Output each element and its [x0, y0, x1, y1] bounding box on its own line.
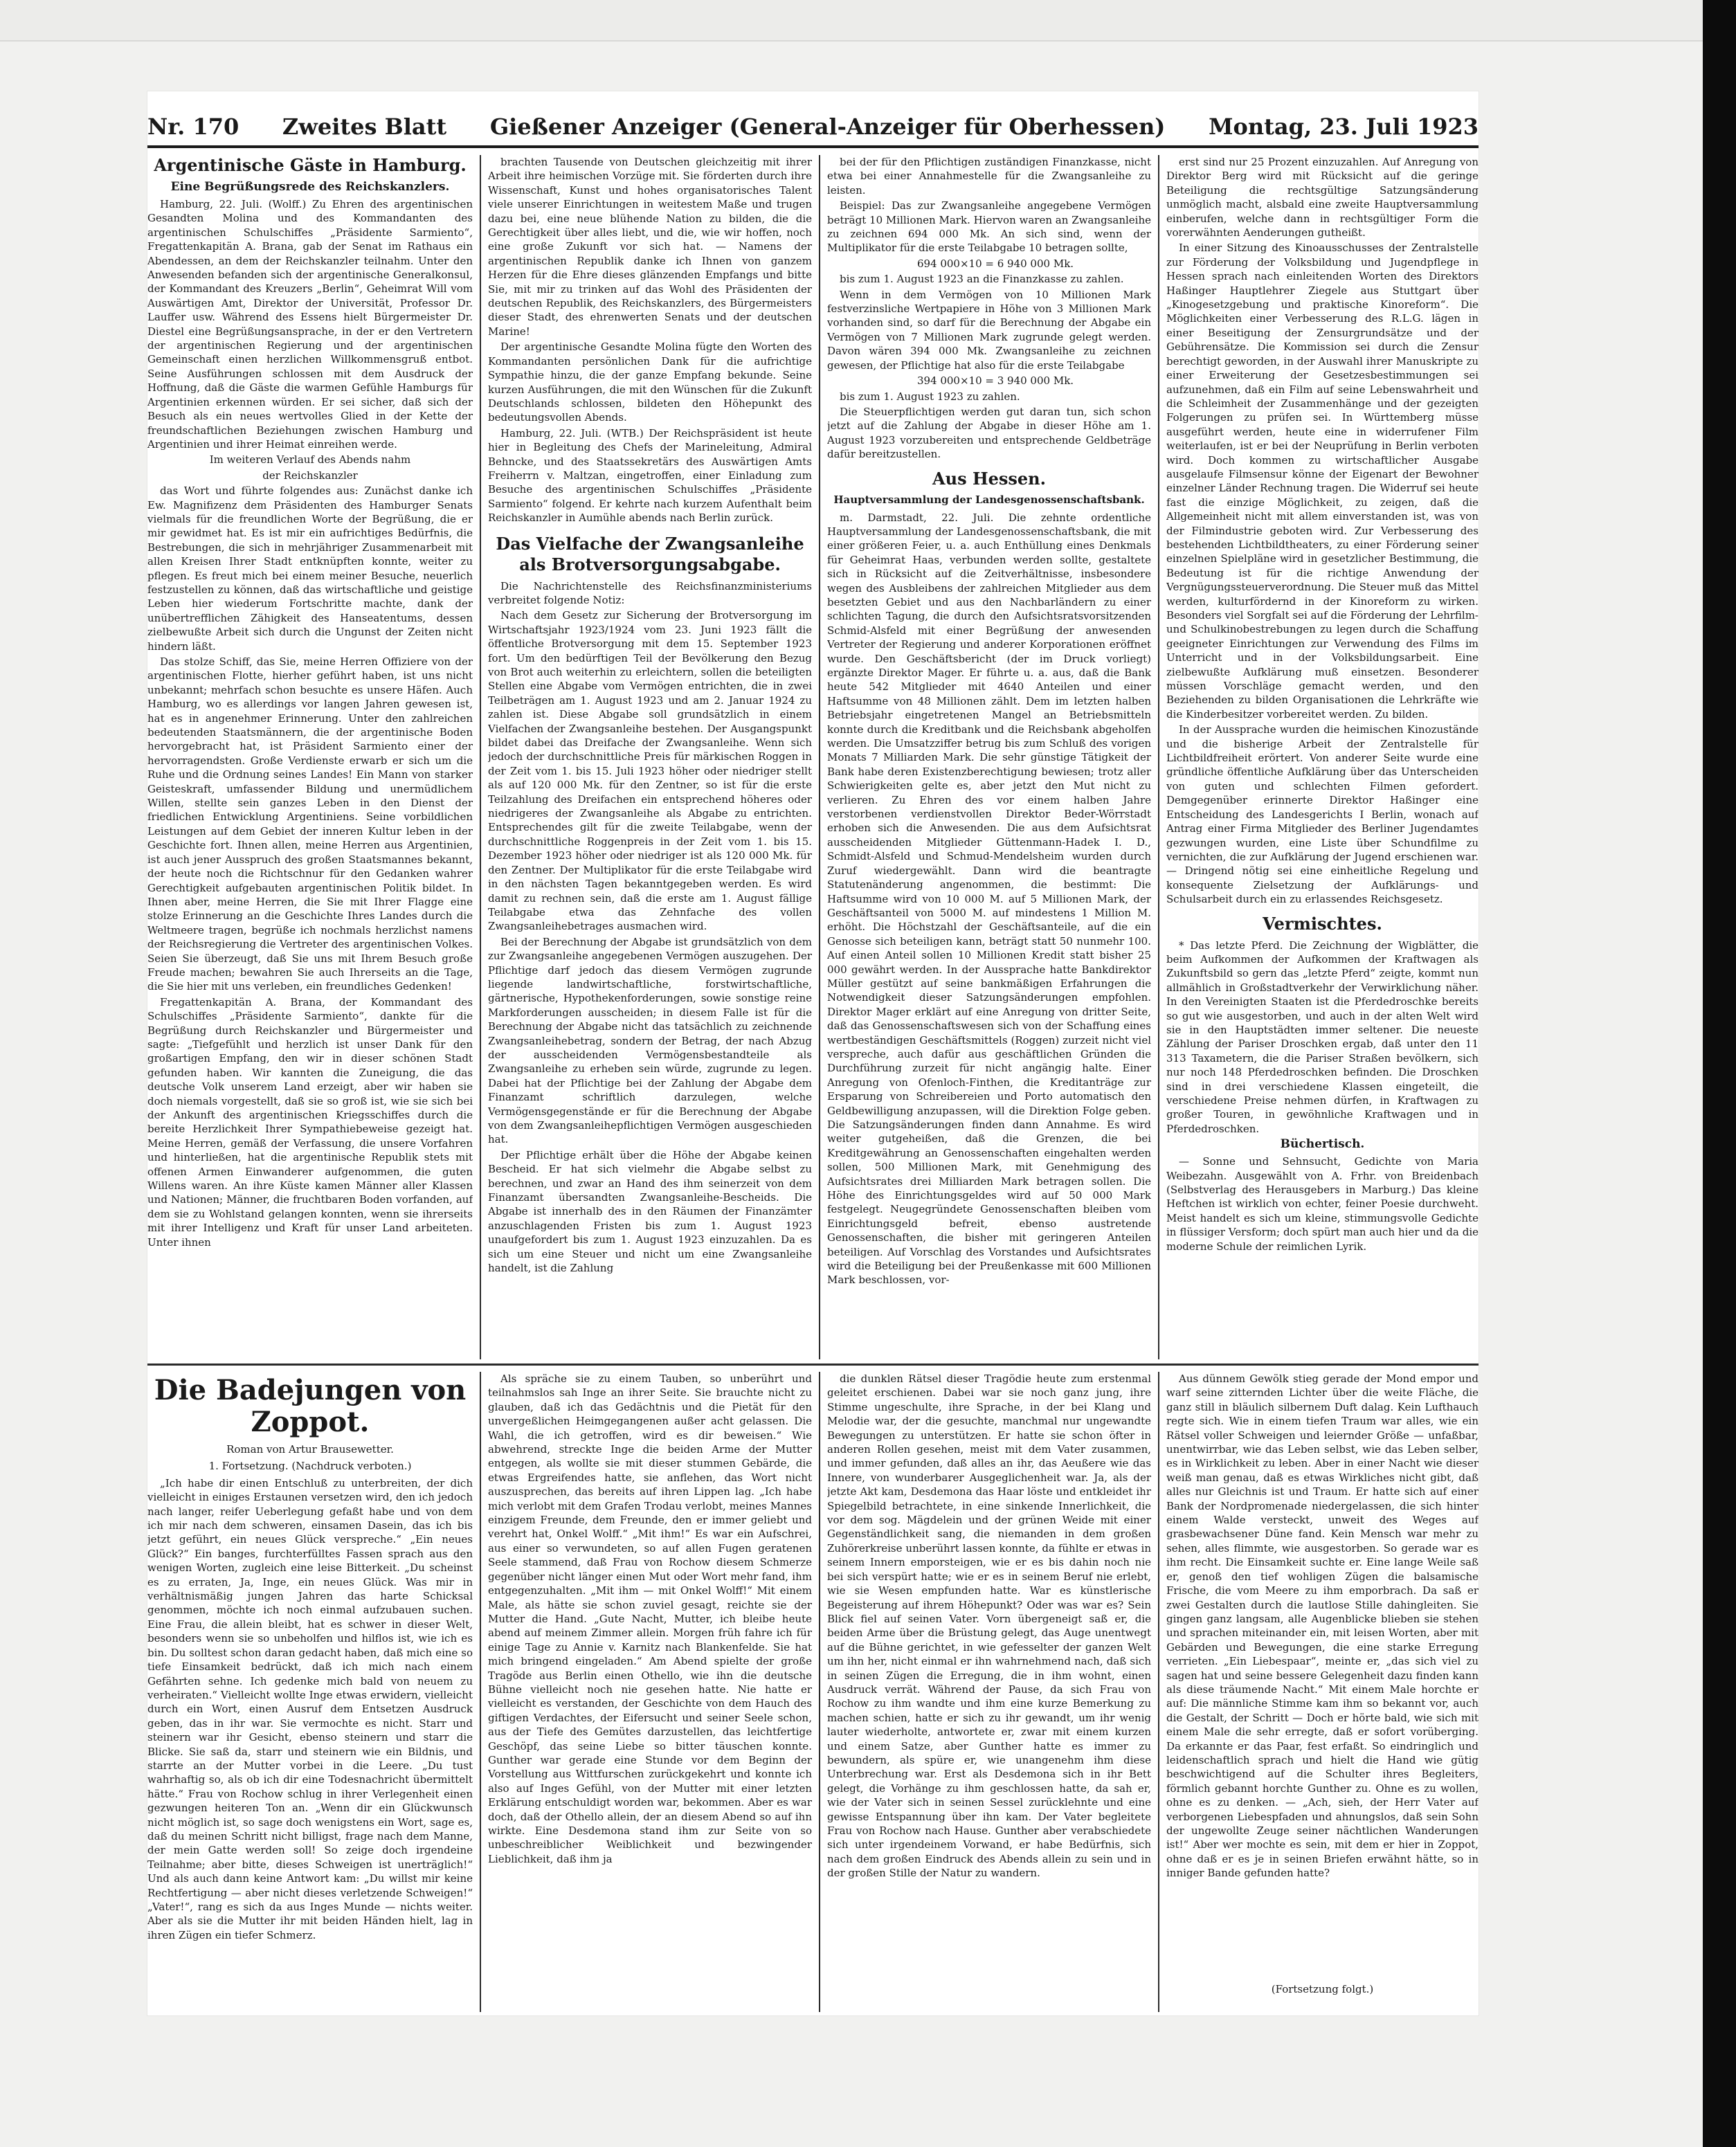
masthead-rule	[147, 145, 1479, 148]
column-divider	[819, 1372, 820, 2012]
paragraph: In einer Sitzung des Kinoausschusses der Zentralstelle zur Förderung der Volksbildung und Jugendpflege in Hessen sprach nach einleitenden Worten des Direktors Haßinger Hauptlehrer Ziegele aus Stuttgart über „Kinogesetzgebung und praktische Kinoreform“. Die Möglichkeiten einer Verbesserung des R.L.G. lägen in einer Beseitigung der Zensurgrundsätze und der Gebührensätze. Die Kommission sei durch die Zensur berechtigt geworden, in der Auswahl ihrer Manuskripte zu einer Erweiterung der Gesetzesbestimmungen sei aufzunehmen, daß ein Film auf seine Lebenswahrheit und die Schleimheit der Zusammenhänge und der gezeigten Folgerungen zu prüfen sei. In Württemberg müsse ausgeführt werden, heute eine in widerrufener Film weiterlaufen, ist er bei der Neuprüfung in Berlin verboten wird. Doch kommen zu wirtschaftlicher Ausgabe ausgelaufe Filmsensur könne der Eigenart der Bewohner einzelner Länder Rechnung tragen. Die Widerruf sei heute fast die einzige Möglichkeit, zu zeigen, daß die Allgemeinheit nicht mit allem einverstanden ist, was von der Filmindustrie geboten wird. Zur Verbesserung des bestehenden Lichtbildtheaters, zu einer Förderung seiner einzelnen Spielpläne wird in gesetzlicher Bestimmung, die Bedeutung ist für die richtige Anwendung der Vergnügungssteuerverordnung. Die Steuer muß das Mittel werden, kulturfördernd in der Kinoreform zu wirken. Besonders viel Sorgfalt sei auf die Förderung der Lehrfilm- und Schulkinobestrebungen zu legen durch die Schaffung geeigneter Einrichtungen zur Verwendung des Films im Unterricht und in der Volksbildungsarbeit. Eine zielbewußte Aufklärung muß einsetzen. Besonderer müssen Vorschläge gemacht werden, und den Beziehenden zu bilden Organisationen die Lehrkräfte wie die Kinderbesitzer vorbereitet werden. Zu bilden.	[1166, 242, 1479, 721]
formula: 694 000×10 = 6 940 000 Mk.	[916, 257, 1074, 270]
paragraph: Bei der Berechnung der Abgabe ist grundsätzlich von dem zur Zwangsanleihe angegebenen Vermögen auszugehen. Der Pflichtige darf jedoch das diesem Vermögen zugrunde liegende landwirtschaftliche, forstwirtschaftliche, gärtnerische, Hypothekenforderungen, sowie sonstige reine Markforderungen ausscheiden; in diesem Falle ist für die Berechnung der Abgabe nicht das tatsächlich zu zeichnende Zwangsanleihebetrag, sondern der Betrag, der nach Abzug der ausscheidenden Vermögensbestandteile als Zwangsanleihe zu erheben sein würde, zugrunde zu legen. Dabei hat der Pflichtige bei der Zahlung der Abgabe dem Finanzamt schriftlich darzulegen, welche Vermögensgegenstände er für die Berechnung der Abgabe von dem Zwangsanleihepflichtigen Vermögen ausgeschieden hat.	[488, 935, 812, 1146]
paragraph: bei der für den Pflichtigen zuständigen Finanzkasse, nicht etwa bei einer Annahmestelle für die Zwangsanleihe zu leisten.	[827, 156, 1151, 197]
section-title-buechertisch: Büchertisch.	[1280, 1137, 1365, 1152]
paragraph: Der Pflichtige erhält über die Höhe der Abgabe keinen Bescheid. Er hat sich vielmehr die Abgabe selbst zu berechnen, und zwar an Hand des ihm seinerzeit von dem Finanzamt übersandten Zwangsanleihe-Bescheids. Die Abgabe ist innerhalb des in den Räumen der Finanzämter anzuschlagenden Fristen bis zum 1. August 1923 unaufgefordert bis zum 1. August 1923 einzuzahlen. Da es sich um eine Steuer und nicht um eine Zwangsanleihe handelt, ist die Zahlung	[488, 1148, 812, 1275]
paragraph: Als spräche sie zu einem Tauben, so unberührt und teilnahmslos sah Inge an ihrer Seite. Sie brauchte nicht zu glauben, daß ich das Gedächtnis und die Pietät für den unvergeßlichen Heimgegangenen außer acht gelassen. Die Wahl, die ich getroffen, wird es dir beweisen.“ Wie abwehrend, streckte Inge die beiden Arme der Mutter entgegen, als wollte sie mit dieser stummen Gebärde, die etwas Ergreifendes hatte, sie anflehen, das Wort nicht auszusprechen, das bereits auf ihren Lippen lag. „Ich habe mich verlobt mit dem Grafen Trodau verlobt, meines Mannes einzigem Freunde, dem Freunde, den er immer geliebt und verehrt hat, Onkel Wolff.“ „Mit ihm!“ Es war ein Aufschrei, aus einer so verwundeten, so auf allen Fugen geratenen Seele stammend, daß Frau von Rochow diesem Schmerze gegenüber nicht länger einen Mut oder Wort mehr fand, ihm entgegenzuhalten. „Mit ihm — mit Onkel Wolff!“ Mit einem Male, als hätte sie schon zuviel gesagt, reichte sie der Mutter die Hand. „Gute Nacht, Mutter, ich bleibe heute abend auf meinem Zimmer allein. Morgen früh fahre ich für einige Tage zu Annie v. Karnitz nach Blankenfelde. Sie hat mich bringend eingeladen.“ Am Abend spielte der große Tragöde aus Berlin einen Othello, wie ihn die deutsche Bühne vielleicht noch nie gesehen hatte. Nie hatte er vielleicht es verstanden, der Geschichte von dem Hauch des giftigen Verdachtes, der Eifersucht und seiner Seele schon, aus der Tiefe des Gemütes darzustellen, das leichtfertige Geschöpf, das seine Liebe so bitter täuschen konnte. Gunther war gerade eine Stunde vor dem Beginn der Vorstellung aus Wittfurschen zurückgekehrt und konnte ich also auf Inges Gefühl, von der Mutter mit einer letzten Erklärung entschuldigt worden war, bekommen. Aber es war doch, daß der Othello allein, der an diesem Abend so auf ihn wirkte. Eine Desdemona stand ihm zur Seite von so unbeschreiblicher Weiblichkeit und bezwingender Lieblichkeit, daß ihm ja	[488, 1373, 812, 1865]
paragraph: Die Steuerpflichtigen werden gut daran tun, sich schon jetzt auf die Zahlung der Abgabe in dieser Höhe am 1. August 1923 vorzubereiten und entsprechende Geldbeträge dafür bereitzustellen.	[827, 405, 1151, 461]
paragraph: In der Aussprache wurden die heimischen Kinozustände und die bisherige Arbeit der Zentralstelle für Lichtbildfreiheit erörtert. Von anderer Seite wurde eine gründliche öffentliche Aufklärung über das Unterscheiden von guten und schlechten Filmen gefordert. Demgegenüber erinnerte Direktor Haßinger eine Entscheidung des Landesgerichts I Berlin, wonach auf Antrag einer Firma Mitglieder des Berliner Jugendamtes gezwungen wurden, eine Liste über Schundfilme zu vernichten, die zur Aufklärung der Jugend erschienen war. — Dringend nötig sei eine einheitliche Regelung und konsequente Zielsetzung der Aufklärungs- und Schulsarbeit durch ein zu erlassendes Reichsgesetz.	[1166, 723, 1479, 906]
column-divider	[1158, 155, 1159, 1359]
column-divider	[480, 155, 481, 1359]
paragraph: der Reichskanzler	[262, 469, 358, 482]
column-2	[488, 155, 812, 1359]
column-divider	[1158, 1372, 1159, 2012]
section-title-vermischtes: Vermischtes.	[1263, 913, 1382, 934]
paragraph: Der argentinische Gesandte Molina fügte den Worten des Kommandanten persönlichen Dank für die aufrichtige Sympathie hinzu, die der ganze Empfang bekunde. Seine kurzen Ausführungen, die mit den Wünschen für die Zukunft Deutschlands schlossen, bildeten den Höhepunkt des bedeutungsvollen Abends.	[488, 341, 812, 424]
paragraph: Hamburg, 22. Juli. (WTB.) Der Reichspräsident ist heute hier in Begleitung des Chefs der Marineleitung, Admiral Behncke, und des Staatssekretärs des Auswärtigen Amts Freiherrn v. Maltzan, eingetroffen, einer Einladung zum Besuche des argentinischen Schulschiffes „Präsidente Sarmiento“ folgend. Er kehrte nach kurzem Aufenthalt beim Reichskanzler in Aumühle abends nach Berlin zurück.	[488, 426, 812, 525]
serial-installment: 1. Fortsetzung. (Nachdruck verboten.)	[208, 1460, 412, 1473]
column-divider	[819, 155, 820, 1359]
serial-column-2	[488, 1372, 812, 2012]
paragraph: Nach dem Gesetz zur Sicherung der Brotversorgung im Wirtschaftsjahr 1923/1924 vom 23. Juni 1923 fällt die öffentliche Brotversorgung mit dem 15. September 1923 fort. Um den bedürftigen Teil der Bevölkerung den Bezug von Brot auch weiterhin zu erleichtern, sollen die beteiligten Stellen eine Abgabe vom Vermögen entrichten, die in zwei Teilbeträgen am 1. August 1923 und am 2. Januar 1924 zu zahlen ist. Diese Abgabe soll grundsätzlich in einem Vielfachen der Zwangsanleihe bestehen. Der Ausgangspunkt bildet dabei das Dreifache der Zwangsanleihe. Wenn sich jedoch der durchschnittliche Preis für märkischen Roggen in der Zeit vom 1. bis 15. Juli 1923 höher oder niedriger stellt als auf 120 000 Mk. für den Zentner, so ist für die erste Teilzahlung des Dreifachen ein entsprechend höheres oder niedrigeres der Zwangsanleihe als Abgabe zu entrichten. Entsprechendes gilt für die zweite Teilabgabe, wenn der durchschnittliche Roggenpreis in der Zeit vom 1. bis 15. Dezember 1923 höher oder niedriger ist als 120 000 Mk. für den Zentner. Der Multiplikator für die erste Teilabgabe wird in den nächsten Tagen bekanntgegeben werden. Es wird damit zu rechnen sein, daß die erste am 1. August fällige Teilabgabe etwa das Zehnfache des vollen Zwangsanleihebetrages ausmachen wird.	[488, 609, 812, 933]
continuation-note: (Fortsetzung folgt.)	[1271, 1983, 1374, 1995]
serial-title: Die Badejungen von Zoppot.	[154, 1374, 467, 1438]
article-title-zwangsanleihe: Das Vielfache der Zwangsanleihe als Brotversorgungsabgabe.	[496, 533, 804, 574]
paragraph: bis zum 1. August 1923 zu zahlen.	[840, 390, 1020, 403]
paragraph: Beispiel: Das zur Zwangsanleihe angegebene Vermögen beträgt 10 Millionen Mark. Hiervon waren an Zwangsanleihe zu zeichnen 694 000 Mk. An sich sind, wenn der Multiplikator für die erste Teilabgabe 10 betragen sollte,	[827, 199, 1151, 255]
scanner-edge-top	[0, 0, 1736, 42]
column-4	[1166, 155, 1479, 1359]
paragraph: Die Nachrichtenstelle des Reichsfinanzministeriums verbreitet folgende Notiz:	[488, 579, 812, 606]
paragraph: — Sonne und Sehnsucht, Gedichte von Maria Weibezahn. Ausgewählt von A. Frhr. von Breidenbach (Selbstverlag des Herausgebers in Marburg.) Das kleine Heftchen ist wirklich von echter, feiner Poesie durchweht. Meist handelt es sich um kleine, stimmungsvolle Gedichte in flüssiger Versform; doch spürt man auch hier und da die moderne Schule der reimlichen Lyrik.	[1166, 1155, 1479, 1253]
paragraph: * Das letzte Pferd. Die Zeichnung der Wigblätter, die beim Aufkommen der Aufkommen der Kraftwagen als Zukunftsbild so gern das „letzte Pferd“ zeigte, kommt nun allmählich in Großstadtverkehr der Verwirklichung näher. In den Vereinigten Staaten ist die Pferdedroschke bereits so gut wie ausgestorben, und auch in der alten Welt wird sie in den Hauptstädten immer seltener. Die neueste Zählung der Pariser Droschken ergab, daß unter den 11 313 Taxametern, die die Pariser Straßen bevölkern, sich nur noch 148 Pferdedroschken befinden. Die Droschken sind in drei verschiedene Klassen eingeteilt, die verschiedene Preise nehmen dürfen, in Kraftwagen zu großer Touren, in gewöhnliche Kraftwagen und in Pferdedroschken.	[1166, 939, 1479, 1135]
article-title-landesbank: Hauptversammlung der Landesgenossenschaftsbank.	[833, 493, 1145, 506]
paragraph: Wenn in dem Vermögen von 10 Millionen Mark festverzinsliche Wertpapiere in Höhe von 3 Millionen Mark vorhanden sind, so darf für die Berechnung der Abgabe ein Vermögen von 7 Millionen Mark zugrunde gelegt werden. Davon wären 394 000 Mk. Zwangsanleihe zu zeichnen gewesen, der Pflichtige hat also für die erste Teilabgabe	[827, 288, 1151, 372]
paragraph: die dunklen Rätsel dieser Tragödie heute zum erstenmal geleitet erschienen. Dabei war sie noch ganz jung, ihre Stimme ungeschulte, ihre Sprache, in der bei Klang und Melodie war, der die gesuchte, manchmal nur ungewandte Bewegungen zu unterstützen. Er hatte sie schon öfter in anderen Rollen gesehen, meist mit dem Vater zusammen, und immer gefunden, daß alles an ihr, das Aeußere wie das Innere, von wunderbarer Ausgeglichenheit war. Ja, als der jetzte Akt kam, Desdemona das Haar löste und entkleidet ihr Spiegelbild betrachtete, in eine sinkende Innerlichkeit, die vor dem sog. Mägdelein und der grünen Weide mit einer Gegenständlichkeit sang, die niemanden in dem großen Zuhörerkreise unberührt lassen konnte, da fühlte er etwas in seinem Innern emporsteigen, wie er es bis dahin noch nie bei sich verspürt hatte; wie er es in seinem Beruf nie erlebt, wie sie Wesen empfunden hatte. War es künstlerische Begeisterung auf ihrem Höhepunkt? Oder was war es? Sein Blick fiel auf seinen Vater. Vorn übergeneigt saß er, die beiden Arme über die Brüstung gelegt, das Auge unentwegt auf die Bühne gerichtet, in wie gefesselter der ganzen Welt um ihn her, nicht einmal er ihn wahrnehmend nach, daß sich in seinen Zügen die Erregung, die in ihm wohnt, einen Ausdruck verrät. Während der Pause, da sich Frau von Rochow zu ihm wandte und ihm eine kurze Bemerkung zu machen schien, hatte er sich zu ihr gewandt, um ihr wenig lauter wiederholte, antwortete er, zwar mit einem kurzen und einem Satze, aber Gunther hatte es immer zu bewundern, als spüre er, wie unangenehm ihm diese Unterbrechung war. Erst als Desdemona sich in ihr Bett gelegt, die Vorhänge zu ihm geschlossen hatte, da sah er, wie der Vater sich in seinen Sessel zurücklehnte und eine gewisse Entspannung über ihn kam. Der Vater begleitete Frau von Rochow nach Hause. Gunther aber verabschiedete sich unter irgendeinem Vorwand, er habe Bedürfnis, sich nach dem großen Eindruck des Abends allein zu sein und in der großen Stille der Natur zu wandern.	[827, 1373, 1151, 1880]
column-divider	[480, 1372, 481, 2012]
paragraph: „Ich habe dir einen Entschluß zu unterbreiten, der dich vielleicht in einiges Erstaunen versetzen wird, den ich jedoch nach langer, reifer Ueberlegung gefaßt habe und von dem ich mir nach dem schweren, einsamen Dasein, das ich bis jetzt geführt, ein neues Glück verspreche.“ „Ein neues Glück?“ Ein banges, furchterfülltes Fassen sprach aus den wenigen Worten, zugleich eine leise Bitterkeit. „Du scheinst es zu erraten, Ja, Inge, ein neues Glück. Was mir in verhältnismäßig jungen Jahren das harte Schicksal genommen, möchte ich noch einmal aufzubauen suchen. Eine Frau, die allein bleibt, hat es schwer in dieser Welt, besonders wenn sie so unbeholfen und hilflos ist, wie ich es bin. Du solltest schon daran gedacht haben, daß mich eine so tiefe Einsamkeit bedrückt, daß ich mich nach einem Gefährten sehne. Ich gedenke mich bald von neuem zu verheiraten.“ Vielleicht wollte Inge etwas erwidern, vielleicht durch ein Wort, einen Ausruf dem Entsetzen Ausdruck geben, das in ihr war. Sie vermochte es nicht. Starr und steinern war ihr Gesicht, ebenso steinern und starr die Blicke. Sie saß da, starr und steinern wie ein Bildnis, und starrte an der Mutter vorbei in die Leere. „Du tust wahrhaftig so, als ob ich dir eine Todesnachricht übermittelt hätte.“ Frau von Rochow schlug in ihrer Verlegenheit einen gezwungen heiteren Ton an. „Wenn dir ein Glückwunsch nicht möglich ist, so sage doch wenigstens ein Wort, sage es, daß du meinen Schritt nicht billigst, frage nach dem Manne, der mein Gatte werden soll! So zeige doch irgendeine Teilnahme; aber bitte, dieses Schweigen ist unerträglich!“ Und als auch dann keine Antwort kam: „Du willst mir keine Rechtfertigung — aber nicht dieses verletzende Schweigen!“ „Vater!“, rang es sich da aus Inges Munde — nichts weiter. Aber als sie die Mutter ihr mit beiden Händen hielt, lag in ihren Zügen ein tiefer Schmerz.	[147, 1476, 473, 1941]
scanner-edge-right	[1703, 0, 1736, 2147]
section-label: Zweites Blatt	[282, 114, 447, 140]
serial-column-3	[827, 1372, 1151, 2012]
paragraph: Im weiteren Verlauf des Abends nahm	[209, 453, 411, 466]
serial-column-4	[1166, 1372, 1479, 2012]
serial-column-1	[147, 1372, 473, 2012]
paragraph: bis zum 1. August 1923 an die Finanzkasse zu zahlen.	[840, 273, 1124, 286]
paragraph: Hamburg, 22. Juli. (Wolff.) Zu Ehren des argentinischen Gesandten Molina und des Kommandanten des argentinischen Schulschiffes „Präsidente Sarmiento“, Fregattenkapitän A. Brana, gab der Senat im Rathaus ein Abendessen, an dem der Reichskanzler teilnahm. Unter den Anwesenden befanden sich der argentinische Generalkonsul, der Kommandant des Kreuzers „Berlin“, Geheimrat Will vom Auswärtigen Amt, Direktor der Universität, Professor Dr. Lauffer usw. Während des Essens hielt Bürgermeister Dr. Diestel eine Begrüßungsansprache, in der er den Vertretern der argentinischen Regierung und der argentinischen Gemeinschaft einen herzlichen Willkommensgruß entbot. Seine Ausführungen schlossen mit dem Ausdruck der Hoffnung, daß die Gäste die warmen Gefühle Hamburgs für Argentinien erkennen würden. Er sei sicher, daß sich der Besuch als ein neues wertvolles Glied in der Kette der freundschaftlichen Beziehungen zwischen Hamburg und Argentinien und ihrer Heimat einreihen werde.	[147, 198, 473, 451]
column-3	[827, 155, 1151, 1359]
article-subtitle-argentinian: Eine Begrüßungsrede des Reichskanzlers.	[170, 180, 450, 194]
serial-author: Roman von Artur Brausewetter.	[226, 1443, 394, 1456]
section-title-hessen: Aus Hessen.	[932, 468, 1046, 489]
paragraph: Aus dünnem Gewölk stieg gerade der Mond empor und warf seine zitternden Lichter über die weite Fläche, die ganz still in bläulich silbernem Duft dalag. Kein Lufthauch regte sich. Wie in einem tiefen Traum war alles, wie ein Rätsel voller Schweigen und leiernder Größe — unfaßbar, unentwirrbar, wie das Leben selbst, wie das Leben selber, es in Wirklichkeit zu leben. Aber in einer Nacht wie dieser weiß man genau, daß es etwas Wirkliches nicht gibt, daß alles nur Gleichnis ist und Traum. Er hatte sich auf einer Bank der Nordpromenade niedergelassen, die sich hinter einem Walde versteckt, unweit des Weges auf grasbewachsener Düne fand. Kein Mensch war mehr zu sehen, alles flimmte, wie ausgestorben. So gerade war es ihm recht. Die Einsamkeit suchte er. Eine lange Weile saß er, genoß den tief wohligen Zügen die balsamische Frische, die vom Meere zu ihm emporbrach. Da saß er zwei Gestalten durch die lautlose Stille dahingleiten. Sie gingen ganz langsam, alle Augenblicke blieben sie stehen und sprachen miteinander ein, mit leisen Worten, aber mit Gebärden und Bewegungen, die eine starke Erregung verrieten. „Ein Liebespaar“, meinte er, „das sich viel zu sagen hat und seine bessere Gelegenheit dazu finden kann als diese träumende Nacht.“ Mit einem Male horchte er auf: Die männliche Stimme kam ihm so bekannt vor, auch die Gestalt, der Schritt — Doch er hörte bald, wie sich mit einem Male die sehr erregte, daß er sofort vorüberging. Da erkannte er das Paar, fest erfaßt. So eindringlich und leidenschaftlich sprach und hielt die Hand wie gütig beschwichtigend auf die Schulter ihres Begleiters, förmlich gebannt horchte Gunther zu. Ohne es zu wollen, ohne es zu denken. — „Ach, sieh, der Herr Vater auf verborgenen Liebespfaden und ahnungslos, daß sein Sohn der ungewollte Zeuge seiner nächtlichen Wanderungen ist!“ Aber wer mochte es sein, mit dem er hier in Zoppot, ohne daß er es je in seinen Briefen erwähnt hätte, so in inniger Bande gefunden hatte?	[1166, 1373, 1479, 1880]
paragraph: Das stolze Schiff, das Sie, meine Herren Offiziere von der argentinischen Flotte, hierher geführt haben, ist uns nicht unbekannt; mehrfach schon besuchte es unsere Häfen. Auch Hamburg, wo es allerdings vor langen Jahren gewesen ist, hat es in angenehmer Erinnerung. Unter den zahlreichen bedeutenden Staatsmännern, die der argentinische Boden hervorgebracht hat, ist Präsident Sarmiento einer der hervorragendsten. Große Verdienste erwarb er sich um die Ruhe und die Ordnung seines Landes! Ein Mann von starker Geisteskraft, umfassender Bildung und unermüdlichem Willen, stellte sein ganzes Leben in den Dienst der friedlichen Entwicklung Argentiniens. Seine vorbildlichen Leistungen auf dem Gebiet der inneren Kultur leben in der Geschichte fort. Ihnen allen, meine Herren aus Argentinien, ist auch jener Ausspruch des großen Staatsmannes bekannt, der heute noch die Richtschnur für den Gedanken wahrer Gerechtigkeit aufgebauten argentinischen Politik bildet. In Ihnen aber, meine Herren, die Sie mit Ihrer Flagge eine stolze Erinnerung an die Geschichte Ihres Landes durch die Weltmeere tragen, begrüße ich nochmals herzlichst namens der Reichsregierung die Vertreter des argentinischen Volkes. Seien Sie überzeugt, daß Sie uns mit Ihrem Besuch große Freude machen; bewahren Sie auch Ihrerseits an die Tage, die Sie hier mit uns verleben, ein freundliches Gedenken!	[147, 655, 473, 993]
masthead	[147, 98, 1479, 140]
issue-date: Montag, 23. Juli 1923	[1209, 114, 1479, 140]
paragraph: brachten Tausende von Deutschen gleichzeitig mit ihrer Arbeit ihre heimischen Vorzüge mit. Sie förderten durch ihre Wissenschaft, Kunst und hohes organisatorisches Talent viele unserer Einrichtungen in weitestem Maße und trugen dazu bei, eine neue blühende Nation zu bilden, die die Gerechtigkeit über alles liebt, und die, wie wir hoffen, noch eine große Zukunft vor sich hat. — Namens der argentinischen Republik danke ich Ihnen von ganzem Herzen für die Ehre dieses glänzenden Empfangs und bitte Sie, mit mir zu trinken auf das Wohl des Präsidenten der deutschen Republik, des Reichskanzlers, des Bürgermeisters dieser Stadt, des ehrenwerten Senats und der deutschen Marine!	[488, 156, 812, 338]
column-1	[147, 155, 473, 1359]
newspaper-page	[147, 91, 1479, 2015]
paragraph: erst sind nur 25 Prozent einzuzahlen. Auf Anregung von Direktor Berg wird mit Rücksicht auf die geringe Beteiligung die rechtsgültige Satzungsänderung unmöglich macht, alsbald eine zweite Hauptversammlung einberufen, welche dann in rechtsgültiger Form die vorerwähnten Aenderungen gutheißt.	[1166, 156, 1479, 239]
paragraph: Fregattenkapitän A. Brana, der Kommandant des Schulschiffes „Präsidente Sarmiento“, dankte für die Begrüßung durch Reichskanzler und Bürgermeister und sagte: „Tiefgefühlt und herzlich ist unser Dank für den großartigen Empfang, den wir in dieser schönen Stadt gefunden haben. Wir kannten die Zuneigung, die das deutsche Volk unserem Land erzeigt, aber wir haben sie doch niemals vorgestellt, daß sie so groß ist, wie sie sich bei der Ankunft des argentinischen Kriegsschiffes durch die bereite Herzlichkeit Ihrer Sympathiebeweise gezeigt hat. Meine Herren, gemäß der Verfassung, die unsere Vorfahren und hinterließen, hat die argentinische Republik stets mit offenen Armen Einwanderer aufgenommen, die guten Willens waren. An ihre Küste kamen Männer aller Klassen und Nationen; Männer, die fruchtbaren Boden vorfanden, auf dem sie zu Wohlstand gelangen konnten, wenn sie ihrerseits mit ihrer Intelligenz und Kraft für unser Land arbeiteten. Unter ihnen	[147, 995, 473, 1249]
paper-name: Gießener Anzeiger (General-Anzeiger für Oberhessen)	[489, 114, 1166, 140]
article-title-argentinian: Argentinische Gäste in Hamburg.	[154, 155, 467, 175]
issue-number: Nr. 170	[147, 114, 239, 140]
formula: 394 000×10 = 3 940 000 Mk.	[916, 374, 1074, 388]
feuilleton-rule	[147, 1364, 1479, 1366]
paragraph: das Wort und führte folgendes aus: Zunächst danke ich Ew. Magnifizenz dem Präsidenten des Hamburger Senats vielmals für die freundlichen Worte der Begrüßung, die er mir gewidmet hat. Es ist mir ein aufrichtiges Bedürfnis, die Bestrebungen, die sich in mehrjähriger Zusammenarbeit mit allen Kreisen Ihrer Stadt entknüpften konnte, weiter zu pflegen. Es freut mich bei einem meiner Besuche, neuerlich festzustellen zu können, daß das wirtschaftliche und geistige Leben hier wiederum Fortschritte machte, dank der unübertrefflichen Zähigkeit des Hanseatentums, dessen zielbewußte Arbeit sich durch die Ungunst der Zeiten nicht hindern läßt.	[147, 484, 473, 653]
paragraph: m. Darmstadt, 22. Juli. Die zehnte ordentliche Hauptversammlung der Landesgenossenschaftsbank, die mit einer größeren Feier, u. a. auch Enthüllung eines Denkmals für Geheimrat Haas, verbunden werden sollte, gestaltete sich in Rücksicht auf die Zeitverhältnisse, insbesondere wegen des Ausbleibens der zahlreichen Mitglieder aus dem besetzten Gebiet und aus den Nachbarländern zu einer schlichten Tagung, die durch den Aufsichtsratsvorsitzenden Schmid-Alsfeld mit einer Begrüßung der anwesenden Vertreter der Regierung und anderer Korporationen eröffnet wurde. Den Geschäftsbericht (der im Druck vorliegt) ergänzte Direktor Mager. Er führte u. a. aus, daß die Bank heute 542 Mitglieder mit 4640 Anteilen und einer Haftsumme von 48 Millionen zählt. Dem im letzten halben Betriebsjahr eingetretenen Mangel an Betriebsmitteln konnte durch die Kreditbank und die Reichsbank abgeholfen werden. Die Umsatzziffer betrug bis zum Schluß des vorigen Monats 7 Milliarden Mark. Die sehr günstige Tätigkeit der Bank habe deren Existenzberechtigung bewiesen; trotz aller Schwierigkeiten gelte es, aber jetzt den Mut nicht zu verlieren. Zu Ehren des vor einem halben Jahre verstorbenen verdienstvollen Direktor Beder-Wörrstadt erhoben sich die Anwesenden. Die aus dem Aufsichtsrat ausscheidenden Mitglieder Güttenmann-Hadek I. D., Schmidt-Alsfeld und Schmud-Mendelsheim wurden durch Zuruf wiedergewählt. Dann wird die beantragte Statutenänderung angenommen, die bestimmt: Die Haftsumme wird von 10 000 M. auf 5 Millionen Mark, der Geschäftsanteil von 5000 M. auf mindestens 1 Million M. erhöht. Die Höchstzahl der Geschäftsanteile, auf die ein Genosse sich beteiligen kann, beträgt statt 50 nunmehr 100. Auf einen Anteil sollen 10 Millionen Kredit statt bisher 25 000 gewährt werden. In der Aussprache hatte Bankdirektor Müller gestützt auf seine bankmäßigen Erfahrungen die Notwendigkeit dieser Satzungsänderungen empfohlen. Direktor Mager erklärt auf eine Anregung von dritter Seite, daß das Genossenschaftswesen sich von der Schaffung eines wertbeständigen Geschäftsmittels (Roggen) zurzeit nicht viel verspreche, auch dafür aus geschäftlichen Gründen die Durchführung zurzeit für nicht angängig halte. Einer Anregung von Ofenloch-Finthen, die Kreditanträge zur Ersparung von Schreibereien und Porto automatisch den Geldbewilligung anzupassen, will die Direktion Folge geben. Die Satzungsänderungen finden dann Annahme. Es wird weiter gutgeheißen, daß die Grenzen, die bei Kreditgewährung an Genossenschaften eingehalten werden sollen, 500 Millionen Mark, mit Genehmigung des Aufsichtsrates drei Milliarden Mark betragen sollen. Die Höhe des Einrichtungsgeldes wird auf 50 000 Mark festgelegt. Neugegründete Genossenschaften bleiben vom Einrichtungsgeld befreit, ebenso austretende Genossenschaften, die bisher mit geringeren Anteilen beteiligen. Auf Vorschlag des Vorstandes und Aufsichtsrates wird die Beteiligung bei der Preußenkasse mit 600 Millionen Mark beschlossen, vor-	[827, 511, 1151, 1287]
